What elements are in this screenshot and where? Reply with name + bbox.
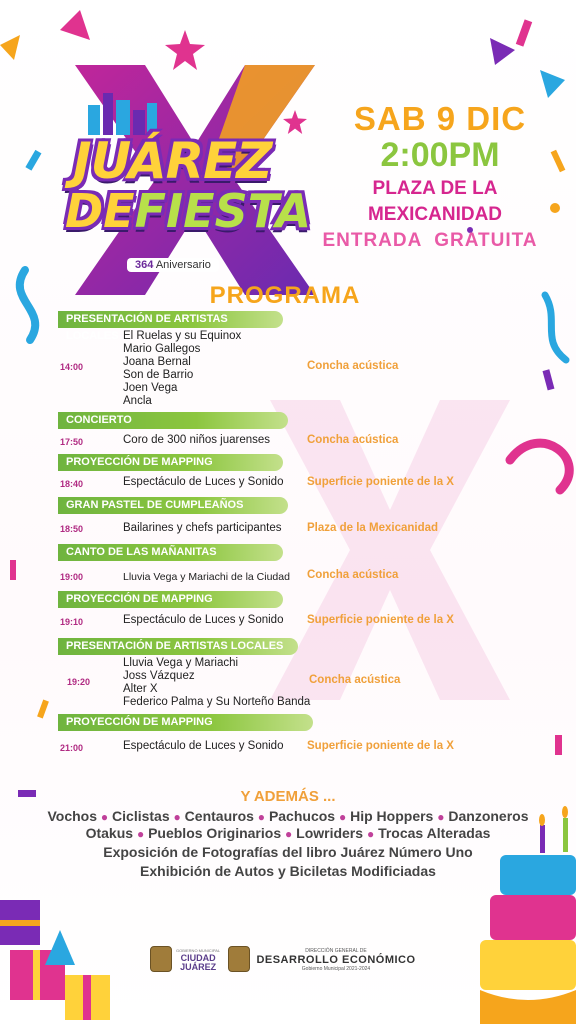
ademas-item: Otakus: [85, 825, 134, 841]
desarrollo-economico-logo: [250, 948, 422, 972]
bullet-icon: ●: [338, 810, 347, 824]
ademas-line-2: [0, 825, 576, 841]
program-title: PROGRAMA: [209, 282, 361, 309]
bullet-icon: ●: [437, 810, 445, 824]
act-name: Espectáculo de Luces y Sonido: [123, 476, 284, 488]
section-time: 18:40: [60, 479, 84, 489]
ademas-line-1: [0, 808, 576, 824]
section-time: 19:20: [67, 677, 91, 687]
ademas-title: Y ADEMÁS ...: [240, 788, 336, 805]
star-icon: [283, 110, 307, 134]
section-time: 18:50: [60, 524, 84, 534]
footer-logos: [150, 944, 420, 974]
act-name: Joen Vega: [123, 382, 178, 394]
logo-word-de: DE: [65, 184, 135, 238]
star-icon: [165, 30, 205, 70]
act-name: Son de Barrio: [123, 369, 194, 381]
ademas-line-4: Exhibición de Autos y Biciletas Modificiadas: [140, 863, 436, 879]
ademas-item: Trocas Alteradas: [378, 825, 491, 841]
section-header: CANTO DE LAS MAÑANITAS: [58, 544, 283, 561]
section-location: Plaza de la Mexicanidad: [307, 522, 439, 534]
ademas-item: Lowriders: [296, 825, 364, 841]
act-name: Joss Vázquez: [123, 670, 195, 682]
section-header: PRESENTACIÓN DE ARTISTAS LOCALES: [58, 638, 298, 655]
ademas-item: Centauros: [184, 808, 254, 824]
ciudad-juarez-logo: [176, 947, 220, 972]
act-name: Mario Gallegos: [123, 343, 201, 355]
bullet-icon: ●: [366, 827, 375, 841]
municipal-seal-icon: [228, 946, 250, 972]
bullet-icon: ●: [136, 827, 145, 841]
city-skyline-icon: [83, 85, 163, 135]
entry-notice: ENTRADA GRATUITA: [322, 230, 538, 251]
event-place-line1: PLAZA DE LA: [372, 178, 498, 199]
municipal-seal-icon: [150, 946, 172, 972]
ademas-item: Danzoneros: [448, 808, 529, 824]
event-date: SAB 9 DIC: [353, 100, 527, 137]
bullet-icon: ●: [173, 810, 181, 824]
act-name: Lluvia Vega y Mariachi de la Ciudad: [123, 571, 290, 583]
juarez-de-fiesta-logo: [55, 40, 310, 280]
section-header: CONCIERTO: [58, 412, 288, 429]
de-sub-text: Gobierno Municipal 2021-2024: [301, 966, 371, 972]
act-name: Federico Palma y Su Norteño Banda: [123, 696, 311, 708]
de-big-text: DESARROLLO ECONÓMICO: [256, 954, 416, 966]
bullet-icon: ●: [285, 827, 293, 841]
bullet-icon: ●: [257, 810, 266, 824]
anniversary-number: 364: [135, 259, 154, 271]
ademas-item: Pachucos: [268, 808, 336, 824]
ademas-item: Pueblos Originarios: [148, 825, 282, 841]
section-header: PROYECCIÓN DE MAPPING: [58, 591, 283, 608]
act-name: Lluvia Vega y Mariachi: [123, 657, 239, 669]
act-name: Joana Bernal: [123, 356, 191, 368]
ademas-item: Ciclistas: [112, 808, 170, 824]
section-time: 19:00: [60, 572, 84, 582]
event-place-line2: MEXICANIDAD: [367, 204, 503, 225]
section-time: 17:50: [60, 437, 84, 447]
section-header: GRAN PASTEL DE CUMPLEAÑOS: [58, 497, 288, 514]
act-name: Espectáculo de Luces y Sonido: [123, 740, 284, 752]
section-location: Concha acústica: [307, 569, 399, 581]
logo-title-juarez: JUÁREZ: [73, 132, 272, 190]
de-small-text: DIRECCIÓN GENERAL DE: [305, 948, 367, 954]
event-time: 2:00PM: [380, 136, 500, 174]
logo-word-fiesta: FIESTA: [134, 184, 312, 238]
section-location: Superficie poniente de la X: [307, 476, 454, 488]
section-time: 14:00: [60, 362, 84, 372]
section-time: 21:00: [60, 743, 84, 753]
section-location: Concha acústica: [309, 674, 401, 686]
anniversary-badge: [127, 258, 219, 272]
act-name: Alter X: [123, 683, 158, 695]
act-name: Bailarines y chefs participantes: [123, 522, 282, 534]
act-name: Ancla: [123, 395, 152, 407]
ademas-line-3: Exposición de Fotografías del libro Juárez Número Uno: [103, 844, 473, 860]
section-location: Concha acústica: [307, 360, 399, 372]
section-location: Superficie poniente de la X: [307, 614, 454, 626]
ademas-item: Hip Hoppers: [350, 808, 434, 824]
act-name: Coro de 300 niños juarenses: [123, 434, 271, 446]
act-name: Espectáculo de Luces y Sonido: [123, 614, 284, 626]
cj-name: CIUDAD: [180, 953, 216, 963]
section-location: Concha acústica: [307, 434, 399, 446]
cj-name2: JUÁREZ: [180, 962, 217, 972]
section-header: PROYECCIÓN DE MAPPING: [58, 454, 283, 471]
ademas-item: Vochos: [47, 808, 98, 824]
section-header: PROYECCIÓN DE MAPPING: [58, 714, 313, 731]
act-name: El Ruelas y su Equinox: [123, 330, 242, 342]
event-place: [330, 176, 540, 228]
section-header: PRESENTACIÓN DE ARTISTAS LOCALES: [58, 311, 283, 328]
section-location: Superficie poniente de la X: [307, 740, 454, 752]
cj-top-text: GOBIERNO MUNICIPAL: [176, 948, 221, 953]
anniversary-word: Aniversario: [155, 259, 211, 271]
logo-title-de-fiesta: [65, 184, 311, 238]
bullet-icon: ●: [100, 810, 109, 824]
section-time: 19:10: [60, 617, 84, 627]
